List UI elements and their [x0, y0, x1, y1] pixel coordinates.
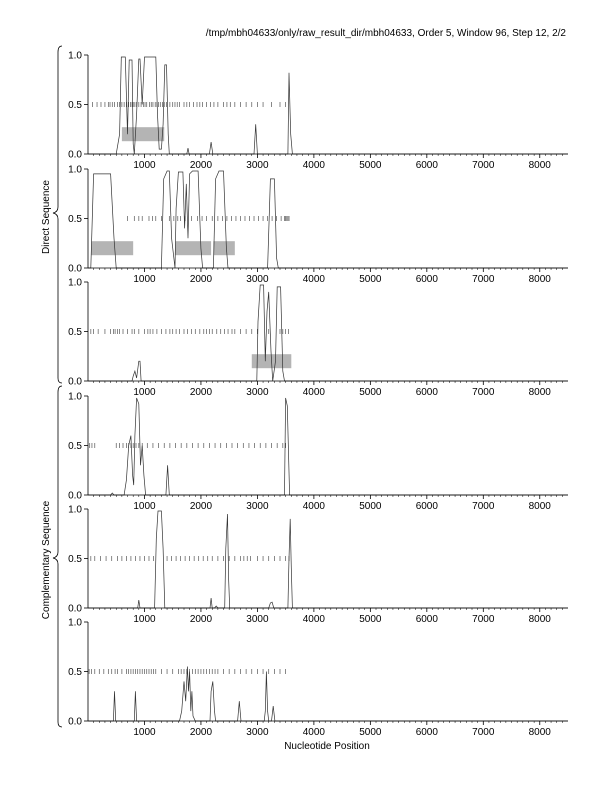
x-tick-label: 5000 [359, 614, 382, 625]
x-tick-label: 2000 [189, 274, 213, 285]
x-tick-label: 6000 [415, 387, 438, 398]
x-tick-label: 4000 [302, 614, 326, 625]
coding-region-bar-2 [176, 241, 212, 255]
x-tick-label: 4000 [302, 501, 326, 512]
y-tick-label: 1.0 [68, 164, 82, 176]
x-tick-label: 1000 [133, 614, 156, 625]
x-tick-label: 5000 [359, 727, 382, 738]
panel-complementary-frame-2 [68, 505, 568, 626]
x-tick-label: 7000 [472, 614, 495, 625]
series-line-1 [88, 667, 568, 722]
x-tick-label: 5000 [359, 501, 382, 512]
x-tick-label: 5000 [359, 160, 382, 171]
x-tick-label: 6000 [415, 501, 438, 512]
x-tick-label: 6000 [415, 614, 438, 625]
x-tick-label: 1000 [133, 160, 156, 171]
x-tick-label: 4000 [302, 274, 326, 285]
series-line-1 [88, 398, 568, 495]
y-tick-label: 1.0 [68, 277, 82, 289]
group-label-direct: Direct Sequence [41, 180, 52, 254]
panel-complementary-frame-1 [68, 392, 568, 513]
y-tick-label: 1.0 [68, 617, 82, 629]
x-tick-label: 8000 [528, 727, 551, 738]
x-tick-label: 8000 [528, 614, 551, 625]
x-tick-label: 4000 [302, 160, 326, 171]
series-line-1 [88, 285, 568, 381]
x-tick-label: 2000 [189, 727, 213, 738]
x-tick-label: 3000 [246, 501, 269, 512]
y-tick-label: 0.0 [68, 490, 82, 502]
x-tick-label: 8000 [528, 501, 551, 512]
y-tick-label: 1.0 [68, 50, 82, 62]
coding-region-bar-1 [91, 241, 133, 255]
figure-header: /tmp/mbh04633/only/raw_result_dir/mbh04633, Order 5, Window 96, Step 12, 2/2 [205, 28, 566, 39]
x-tick-label: 2000 [189, 501, 213, 512]
y-tick-label: 0.0 [68, 716, 82, 728]
x-tick-label: 7000 [472, 727, 495, 738]
x-tick-label: 4000 [302, 727, 326, 738]
x-tick-label: 7000 [472, 274, 495, 285]
coding-region-bar-3 [213, 241, 234, 255]
x-tick-label: 3000 [246, 160, 269, 171]
y-tick-label: 1.0 [68, 504, 82, 516]
panels [68, 51, 568, 739]
x-tick-label: 1000 [133, 274, 156, 285]
y-tick-label: 0.0 [68, 603, 82, 615]
x-tick-label: 6000 [415, 727, 438, 738]
y-tick-label: 0.0 [68, 149, 82, 161]
x-tick-label: 3000 [246, 274, 269, 285]
x-tick-label: 7000 [472, 501, 495, 512]
x-tick-label: 1000 [133, 727, 156, 738]
x-tick-label: 8000 [528, 160, 551, 171]
y-tick-label: 0.5 [68, 667, 82, 678]
y-tick-label: 0.5 [68, 214, 82, 225]
y-tick-label: 0.5 [68, 554, 82, 565]
x-tick-label: 7000 [472, 160, 495, 171]
y-tick-label: 0.0 [68, 376, 82, 388]
series-line-1 [88, 171, 568, 268]
x-tick-label: 7000 [472, 387, 495, 398]
group-brace-direct [53, 46, 62, 383]
x-tick-label: 5000 [359, 274, 382, 285]
panel-direct-frame-1 [68, 51, 568, 172]
y-tick-label: 0.5 [68, 100, 82, 111]
x-tick-label: 2000 [189, 160, 213, 171]
x-tick-label: 1000 [133, 387, 156, 398]
y-tick-label: 0.5 [68, 441, 82, 452]
y-tick-label: 0.0 [68, 263, 82, 275]
x-tick-label: 1000 [133, 501, 156, 512]
x-axis-title: Nucleotide Position [284, 741, 370, 752]
group-label-complementary: Complementary Sequence [41, 500, 52, 620]
x-tick-label: 5000 [359, 387, 382, 398]
group-brace-complementary [53, 386, 62, 727]
panel-direct-frame-2 [68, 165, 568, 286]
x-tick-label: 4000 [302, 387, 326, 398]
x-tick-label: 3000 [246, 387, 269, 398]
x-tick-label: 8000 [528, 274, 551, 285]
x-tick-label: 3000 [246, 727, 269, 738]
x-tick-label: 6000 [415, 160, 438, 171]
y-tick-label: 0.5 [68, 327, 82, 338]
series-line-1 [88, 511, 568, 608]
x-tick-label: 6000 [415, 274, 438, 285]
x-tick-label: 8000 [528, 387, 551, 398]
x-tick-label: 2000 [189, 614, 213, 625]
panel-direct-frame-3 [68, 278, 568, 399]
x-tick-label: 3000 [246, 614, 269, 625]
y-tick-label: 1.0 [68, 391, 82, 403]
panel-complementary-frame-3 [68, 618, 568, 739]
x-tick-label: 2000 [189, 387, 213, 398]
